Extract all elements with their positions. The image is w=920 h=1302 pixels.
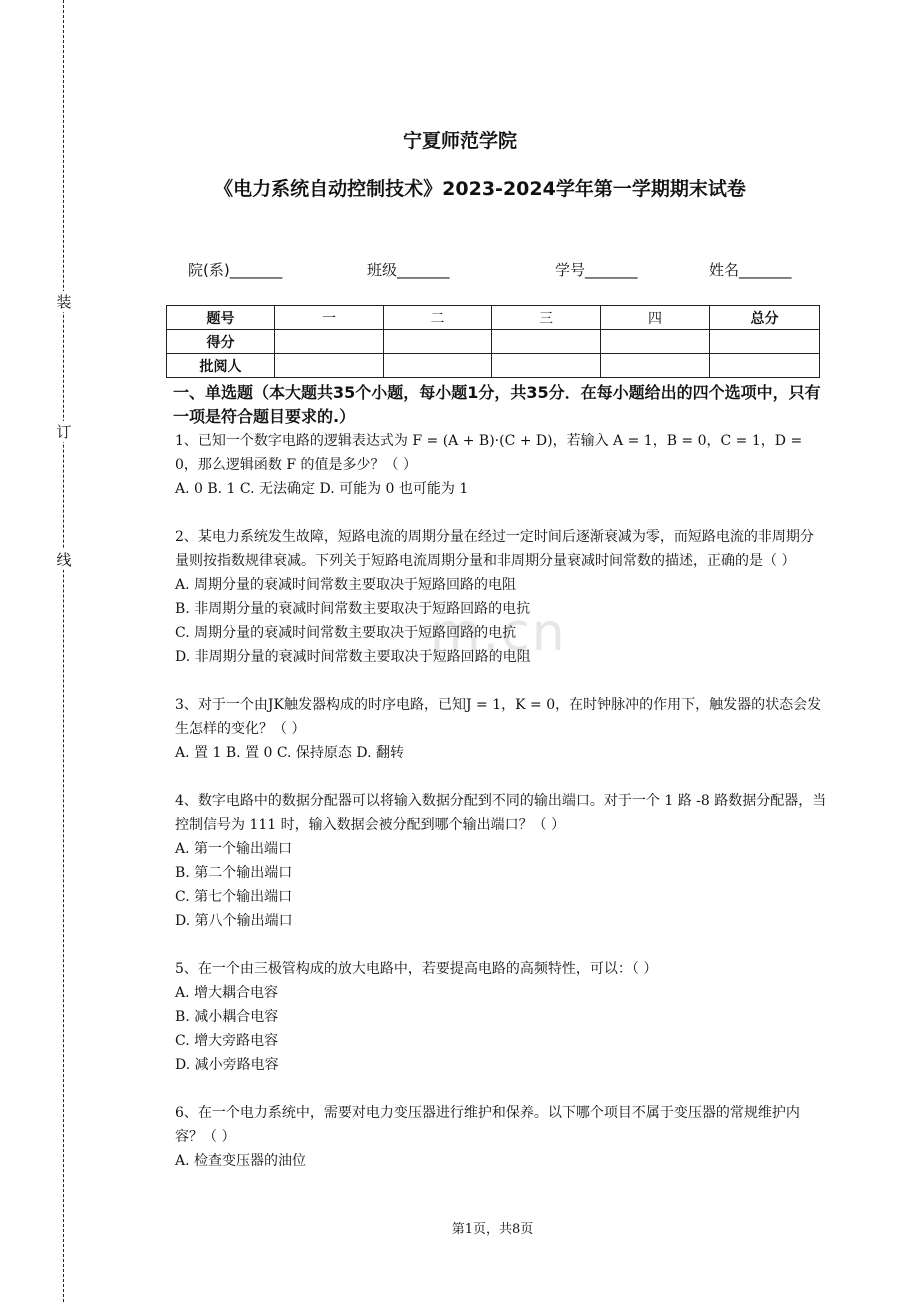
question-option: C. 增大旁路电容 <box>175 1033 279 1049</box>
question-stem: 6、在一个电力系统中，需要对电力变压器进行维护和保养。以下哪个项目不属于变压器的常规维护内容？（ ） <box>175 1105 800 1145</box>
student-id-field: 学号_______ <box>555 261 638 279</box>
question-item <box>175 789 827 933</box>
question-item <box>175 429 827 501</box>
score-table-header-row <box>167 306 820 330</box>
question-option: B. 第二个输出端口 <box>175 865 293 881</box>
question-option: A. 增大耦合电容 <box>175 985 279 1001</box>
score-table-header: 题号 <box>167 306 275 330</box>
question-item <box>175 1101 827 1173</box>
question-option: D. 第八个输出端口 <box>175 913 293 929</box>
question-item <box>175 957 827 1077</box>
score-table-header: 总分 <box>710 306 820 330</box>
question-stem: 1、已知一个数字电路的逻辑表达式为 F = (A + B)·(C + D)，若输入 A = 1，B = 0，C = 1，D = 0，那么逻辑函数 F 的值是多少？（ ） <box>175 433 803 473</box>
question-stem: 4、数字电路中的数据分配器可以将输入数据分配到不同的输出端口。对于一个 1 路 -8 路数据分配器，当控制信号为 111 时，输入数据会被分配到哪个输出端口？（ ） <box>175 793 827 833</box>
score-table-row <box>167 354 820 378</box>
score-cell[interactable] <box>492 330 601 354</box>
question-option: D. 非周期分量的衰减时间常数主要取决于短路回路的电阻 <box>175 649 531 665</box>
exam-title: 《电力系统自动控制技术》2023-2024学年第一学期期末试卷 <box>214 178 746 200</box>
reviewer-cell[interactable] <box>275 354 384 378</box>
question-option: C. 第七个输出端口 <box>175 889 293 905</box>
question-item <box>175 693 827 765</box>
question-option: A. 周期分量的衰减时间常数主要取决于短路回路的电阻 <box>175 577 517 593</box>
question-option: A. 置 1 B. 置 0 C. 保持原态 D. 翻转 <box>175 745 405 761</box>
score-cell[interactable] <box>384 330 492 354</box>
score-cell[interactable] <box>275 330 384 354</box>
score-table-header: 四 <box>601 306 710 330</box>
question-option: A. 检查变压器的油位 <box>175 1153 307 1169</box>
department-field: 院(系)_______ <box>188 261 283 279</box>
score-table <box>166 305 820 378</box>
question-option: B. 非周期分量的衰减时间常数主要取决于短路回路的电抗 <box>175 601 531 617</box>
page-footer: 第1页，共8页 <box>451 1222 534 1237</box>
score-table-header: 一 <box>275 306 384 330</box>
question-stem: 5、在一个由三极管构成的放大电路中，若要提高电路的高频特性，可以：（ ） <box>175 961 658 977</box>
name-field: 姓名_______ <box>709 261 792 279</box>
section-heading: 一、单选题（本大题共35个小题，每小题1分，共35分．在每小题给出的四个选项中，只有一项是符合题目要求的.） <box>173 383 821 426</box>
watermark: m.cn <box>430 603 567 663</box>
question-option: C. 周期分量的衰减时间常数主要取决于短路回路的电抗 <box>175 625 517 641</box>
question-option: A. 0 B. 1 C. 无法确定 D. 可能为 0 也可能为 1 <box>175 481 469 497</box>
reviewer-cell[interactable] <box>601 354 710 378</box>
reviewer-cell[interactable] <box>492 354 601 378</box>
binding-char-ding: 订 <box>56 423 72 441</box>
question-item <box>175 525 827 669</box>
score-table-row <box>167 330 820 354</box>
question-option: A. 第一个输出端口 <box>175 841 293 857</box>
exam-content <box>175 381 827 1173</box>
score-cell[interactable] <box>710 330 820 354</box>
question-option: B. 减小耦合电容 <box>175 1009 279 1025</box>
binding-char-zhuang: 装 <box>56 293 72 311</box>
score-table-header: 二 <box>384 306 492 330</box>
school-name: 宁夏师范学院 <box>402 130 517 152</box>
score-row-label: 批阅人 <box>167 354 275 378</box>
question-stem: 3、对于一个由JK触发器构成的时序电路，已知J = 1，K = 0，在时钟脉冲的作用下，触发器的状态会发生怎样的变化？（ ） <box>175 697 822 737</box>
reviewer-cell[interactable] <box>710 354 820 378</box>
class-field: 班级_______ <box>367 261 450 279</box>
reviewer-cell[interactable] <box>384 354 492 378</box>
score-cell[interactable] <box>601 330 710 354</box>
question-option: D. 减小旁路电容 <box>175 1057 279 1073</box>
score-row-label: 得分 <box>167 330 275 354</box>
question-stem: 2、某电力系统发生故障，短路电流的周期分量在经过一定时间后逐渐衰减为零，而短路电流的非周期分量则按指数规律衰减。下列关于短路电流周期分量和非周期分量衰减时间常数的描述，正确的是（ ） <box>175 529 814 569</box>
binding-char-xian: 线 <box>56 551 72 569</box>
score-table-header: 三 <box>492 306 601 330</box>
question-list <box>175 429 827 1173</box>
